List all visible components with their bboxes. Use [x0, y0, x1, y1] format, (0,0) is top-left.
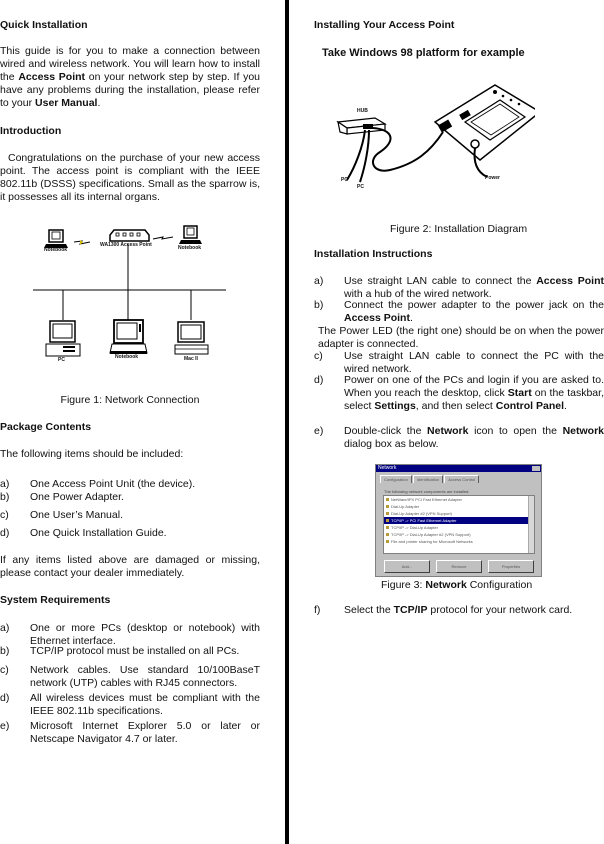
list-item: TCP/IP -> Dial-Up Adapter #2 (VPN Support)	[384, 531, 534, 538]
requirement-item: b) TCP/IP protocol must be installed on all PCs.	[0, 645, 240, 657]
instruction-step-f: f) Select the TCP/IP protocol for your network card.	[314, 604, 573, 616]
list-item-selected: TCP/IP -> PCI Fast Ethernet Adapter	[384, 517, 534, 524]
components-list	[383, 495, 535, 554]
figure-1-caption: Figure 1: Network Connection	[60, 394, 200, 406]
heading-quick-installation: Quick Installation	[0, 19, 88, 31]
instruction-step-a: a) Use straight LAN cable to connect the Access Point with a hub of the wired network.	[314, 275, 604, 300]
dialog-buttons	[384, 560, 534, 573]
introduction-paragraph: Congratulations on the purchase of your new access point. The access point is compliant with the IEEE 802.11b (DSSS) specifications. Small as the sparrow is, it possesses all its internal organs.	[0, 152, 260, 203]
components-label: The following network components are installed:	[384, 489, 470, 494]
heading-installation-instructions: Installation Instructions	[314, 248, 433, 260]
heading-installing: Installing Your Access Point	[314, 19, 455, 31]
label-power: Power	[485, 175, 501, 181]
dialog-title-bar: Network	[376, 465, 541, 472]
subheading-windows-98: Take Windows 98 platform for example	[322, 47, 525, 59]
properties-button: Properties	[488, 560, 534, 573]
requirement-item: d) All wireless devices must be compliant with the IEEE 802.11b specifications.	[0, 692, 260, 717]
heading-system-requirements: System Requirements	[0, 594, 111, 606]
power-led-note: The Power LED (the right one) should be on when the power adapter is connected.	[318, 325, 604, 350]
label-mac: Mac II	[184, 356, 198, 362]
label-access-point: WA1300 Access Point	[100, 242, 152, 248]
installation-diagram	[335, 82, 535, 192]
hub-icon	[338, 118, 385, 134]
label-pc-2: PC	[357, 184, 364, 190]
list-item: Dial-Up Adapter #2 (VPN Support)	[384, 510, 534, 517]
package-item: d) One Quick Installation Guide.	[0, 527, 167, 539]
instruction-step-c: c) Use straight LAN cable to connect the PC with the wired network.	[314, 350, 604, 375]
figure-3-caption: Figure 3: Network Configuration	[381, 579, 533, 591]
remove-button: Remove	[436, 560, 482, 573]
access-point-board-icon	[435, 85, 535, 160]
label-hub: HUB	[357, 108, 368, 114]
dialog-tabs	[380, 475, 480, 483]
network-dialog-screenshot	[375, 464, 542, 577]
tab-identification: Identification	[413, 475, 443, 483]
label-notebook-left: Notebook	[44, 247, 68, 253]
instruction-step-b: b) Connect the power adapter to the power jack on the Access Point.	[314, 299, 604, 324]
instruction-step-e: e) Double-click the Network icon to open the Network dialog box as below.	[314, 425, 604, 450]
close-icon	[532, 466, 540, 471]
requirement-item: e) Microsoft Internet Explorer 5.0 or later or Netscape Navigator 4.7 or later.	[0, 720, 260, 745]
package-item: c) One User’s Manual.	[0, 509, 123, 521]
requirement-item: a) One or more PCs (desktop or notebook) with Ethernet interface.	[0, 622, 260, 647]
label-notebook-right: Notebook	[178, 245, 202, 251]
figure-2-caption: Figure 2: Installation Diagram	[390, 223, 528, 235]
package-intro: The following items should be included:	[0, 448, 184, 460]
label-pc: PC	[58, 357, 65, 363]
list-scrollbar	[528, 496, 534, 553]
heading-package-contents: Package Contents	[0, 421, 92, 433]
list-item: TCP/IP -> Dial-Up Adapter	[384, 524, 534, 531]
heading-introduction: Introduction	[0, 125, 62, 137]
list-item: Dial-Up Adapter	[384, 503, 534, 510]
list-item: NetWare/IPX PCI Fast Ethernet Adapter	[384, 496, 534, 503]
requirement-item: c) Network cables. Use standard 10/100BaseT network (UTP) cables with RJ45 connectors.	[0, 664, 260, 689]
list-item: File and printer sharing for Microsoft Networks	[384, 538, 534, 545]
tab-configuration: Configuration	[380, 475, 412, 483]
tab-access-control: Access Control	[444, 475, 479, 483]
label-pc-1: PC	[341, 177, 348, 183]
package-note: If any items listed above are damaged or missing, please contact your dealer immediately.	[0, 554, 260, 579]
package-item: b) One Power Adapter.	[0, 491, 124, 503]
quick-installation-paragraph: This guide is for you to make a connection between wired and wireless network. You will learn how to install the Access Point on your network step by step. If you have any problems during the installation, please refer to your User Manual.	[0, 45, 261, 109]
package-item: a) One Access Point Unit (the device).	[0, 478, 196, 490]
instruction-step-d: d) Power on one of the PCs and login if you are asked to. When you reach the desktop, click Start on the taskbar, select Settings, and then select Control Panel.	[314, 374, 604, 412]
add-button: Add...	[384, 560, 430, 573]
label-notebook-bottom: Notebook	[115, 354, 139, 360]
